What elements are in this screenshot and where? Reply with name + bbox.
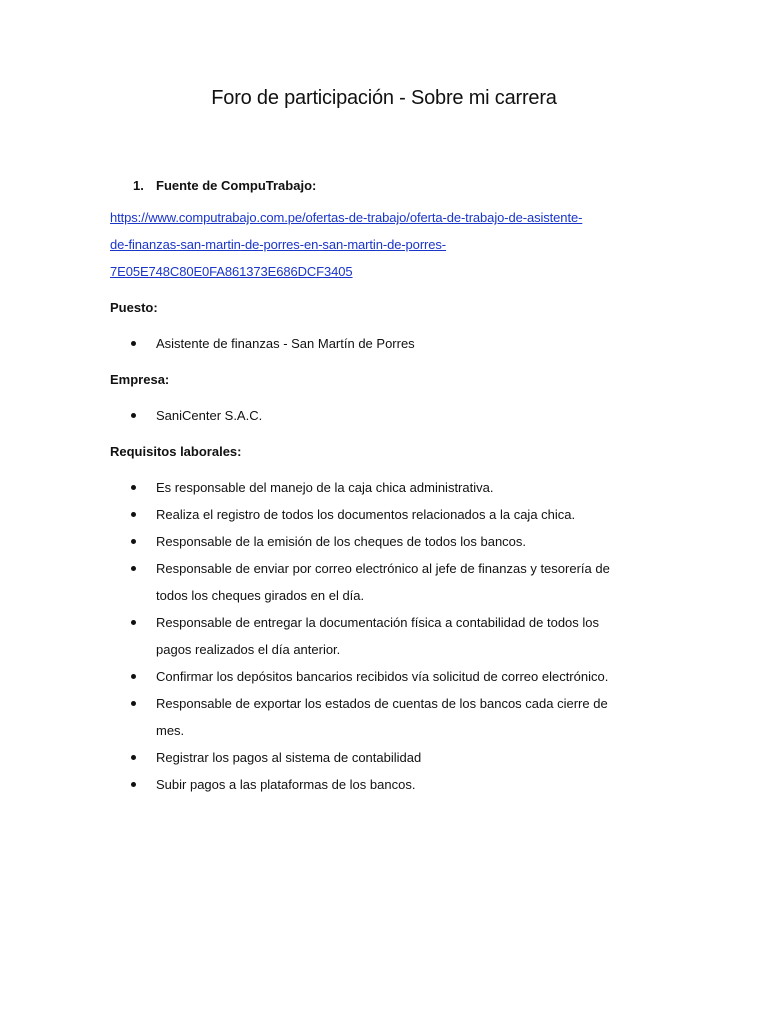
list-item-line: todos los cheques girados en el día. xyxy=(156,588,365,603)
bullet-icon xyxy=(131,341,136,346)
list-item-line: Confirmar los depósitos bancarios recibidos vía solicitud de correo electrónico. xyxy=(156,669,609,684)
section-heading-source xyxy=(110,172,670,199)
bullet-icon xyxy=(131,512,136,517)
bullet-icon xyxy=(131,413,136,418)
list-item-line: Subir pagos a las plataformas de los bancos. xyxy=(156,777,416,792)
link-line[interactable]: https://www.computrabajo.com.pe/ofertas-de-trabajo/oferta-de-trabajo-de-asistente- xyxy=(110,210,583,225)
bullet-icon xyxy=(131,566,136,571)
list-item xyxy=(110,528,670,555)
list-item-line: Responsable de exportar los estados de cuentas de los bancos cada cierre de xyxy=(156,696,608,711)
link-line[interactable]: de-finanzas-san-martin-de-porres-en-san-martin-de-porres- xyxy=(110,237,447,252)
list-item xyxy=(110,474,670,501)
section-number: 1. xyxy=(133,178,144,193)
empresa-list xyxy=(110,402,670,429)
puesto-label: Puesto: xyxy=(110,300,158,315)
bullet-icon xyxy=(131,755,136,760)
bullet-icon xyxy=(131,782,136,787)
bullet-icon xyxy=(131,485,136,490)
bullet-icon xyxy=(131,620,136,625)
section-heading-text: Fuente de CompuTrabajo: xyxy=(156,178,317,193)
bullet-icon xyxy=(131,539,136,544)
list-item-line: Registrar los pagos al sistema de contabilidad xyxy=(156,750,422,765)
puesto-list xyxy=(110,330,670,357)
list-item xyxy=(110,771,670,798)
job-offer-link[interactable] xyxy=(110,204,670,285)
list-item: SaniCenter S.A.C. xyxy=(110,402,670,429)
requisitos-list xyxy=(110,474,670,798)
list-item-line: Responsable de la emisión de los cheques de todos los bancos. xyxy=(156,534,527,549)
link-line[interactable]: 7E05E748C80E0FA861373E686DCF3405 xyxy=(110,264,353,279)
list-item xyxy=(110,609,670,663)
list-item-line: pagos realizados el día anterior. xyxy=(156,642,341,657)
page-title: Foro de participación - Sobre mi carrera xyxy=(211,87,557,109)
list-item xyxy=(110,744,670,771)
list-item-line: mes. xyxy=(156,723,185,738)
list-item xyxy=(110,501,670,528)
list-item-line: Es responsable del manejo de la caja chica administrativa. xyxy=(156,480,494,495)
list-item-line: Realiza el registro de todos los documentos relacionados a la caja chica. xyxy=(156,507,576,522)
empresa-label: Empresa: xyxy=(110,372,170,387)
list-item xyxy=(110,555,670,609)
bullet-icon xyxy=(131,674,136,679)
bullet-icon xyxy=(131,701,136,706)
document-body xyxy=(110,172,670,798)
requisitos-label: Requisitos laborales: xyxy=(110,444,242,459)
list-item-line: Responsable de entregar la documentación física a contabilidad de todos los xyxy=(156,615,600,630)
list-item xyxy=(110,690,670,744)
list-item xyxy=(110,663,670,690)
list-item-line: Responsable de enviar por correo electrónico al jefe de finanzas y tesorería de xyxy=(156,561,610,576)
list-item: Asistente de finanzas - San Martín de Porres xyxy=(110,330,670,357)
